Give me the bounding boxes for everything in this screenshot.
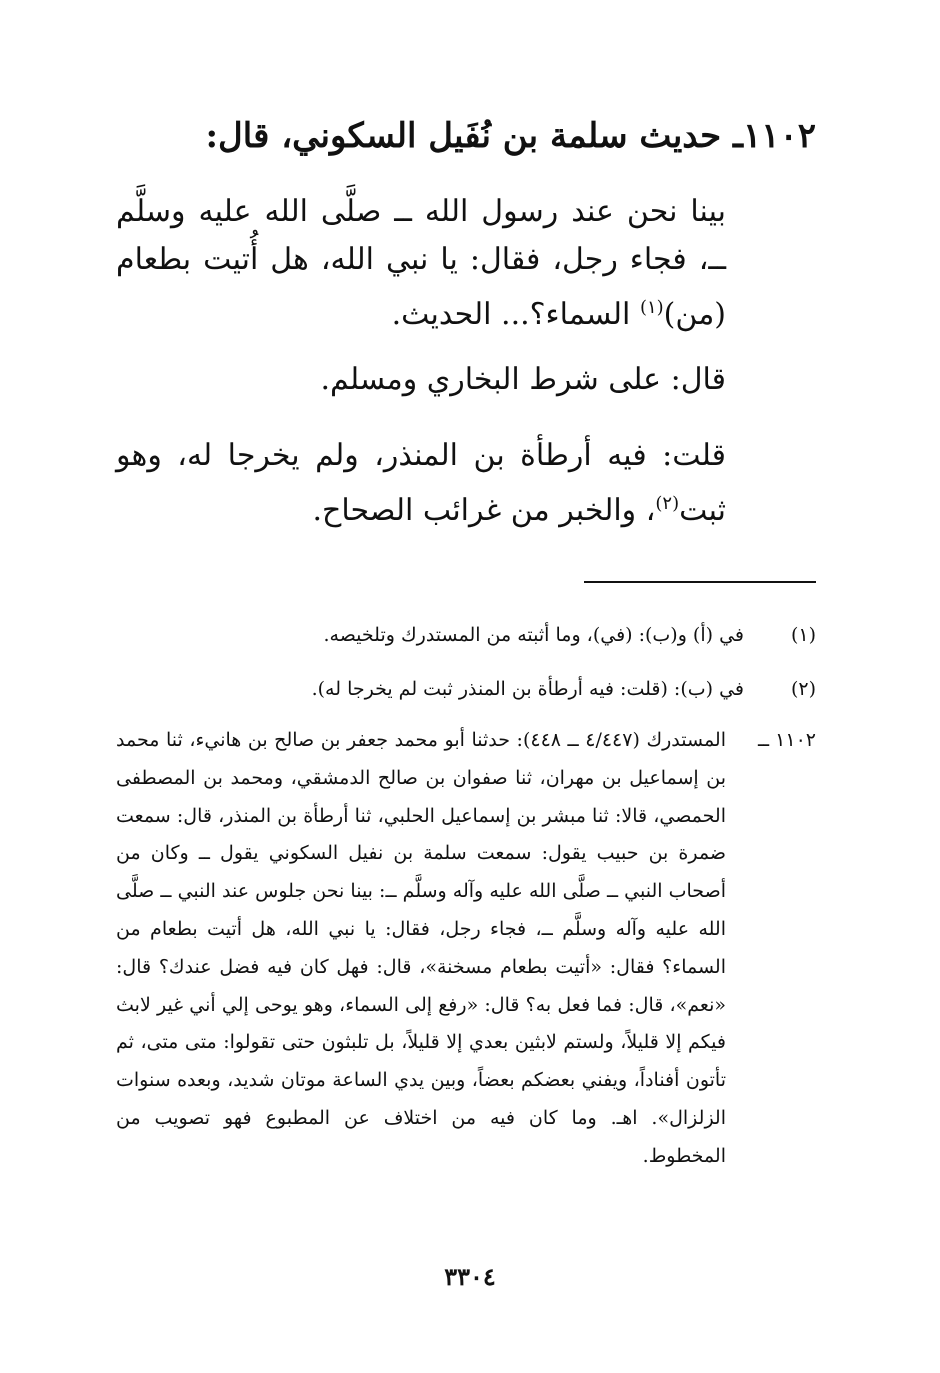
footnote-1 bbox=[116, 621, 816, 649]
page-number: ٣٣٠٤ bbox=[444, 1262, 496, 1291]
footnote-text: في (أ) و(ب): (في)، وما أثبته من المستدرك وتلخيصه. bbox=[323, 624, 744, 646]
paragraph-text-continued: السماء؟... الحديث. bbox=[391, 297, 640, 332]
footnote-number: (٢) bbox=[790, 678, 816, 700]
footnote-text: في (ب): (قلت: فيه أرطأة بن المنذر ثبت لم يخرجا له). bbox=[311, 678, 744, 700]
paragraph-text: قلت: فيه أرطأة بن المنذر، ولم يخرجا له، وهو ثبت bbox=[116, 438, 726, 528]
footnote-number: (١) bbox=[790, 624, 816, 646]
paragraph-text: بينا نحن عند رسول الله ــ صلَّى الله عليه وسلَّم ــ، فجاء رجل، فقال: يا نبي الله، هل أُتيت بطعام (من) bbox=[116, 194, 726, 332]
paragraph-text-continued: ، والخبر من غرائب الصحاح. bbox=[312, 493, 656, 528]
hadith-text-paragraph bbox=[116, 188, 726, 339]
comment-paragraph bbox=[116, 432, 726, 535]
grading-paragraph bbox=[116, 356, 726, 404]
source-note-number: ١١٠٢ ــ bbox=[757, 729, 816, 751]
hadith-number: ١١٠٢ bbox=[742, 116, 816, 156]
hadith-heading bbox=[116, 110, 816, 162]
footnote-2 bbox=[116, 675, 816, 703]
footnote-divider bbox=[584, 581, 816, 583]
hadith-title: ـ حديث سلمة بن نُفَيل السكوني، قال: bbox=[205, 116, 743, 156]
source-note-text: المستدرك (٤/٤٤٧ ــ ٤٤٨): حدثنا أبو محمد جعفر بن صالح بن هانيء، ثنا محمد بن إسماعيل بن مهران، ثنا صفوان بن صالح الدمشقي، ومحمد بن المصطفى الحمصي، قالا: ثنا مبشر بن إسماعيل الحلبي، ثنا أرطأة بن المنذر، قال: سمعت ضمرة بن حبيب يقول: سمعت سلمة بن نفيل السكوني يقول ــ وكان من أصحاب النبي ــ صلَّى الله عليه وآله وسلَّم ــ: بينا نحن جلوس عند النبي ــ صلَّى الله عليه وآله وسلَّم ــ، فجاء رجل، فقال: يا نبي الله، هل أتيت بطعام من السماء؟ فقال: «أتيت بطعام مسخنة»، قال: فهل كان فيه فضل عندك؟ قال: «نعم»، قال: فما فعل به؟ قال: «رفع إلى السماء، وهو يوحى إلي أني غير لابث فيكم إلا قليلاً، ولستم لابثين بعدي إلا قليلاً، بل تلبثون حتى تقولوا: متى متى، ثم تأتون أفناداً، ويفني بعضكم بعضاً، وبين يدي الساعة موتان شديد، وبعده سنوات الزلزال». اهـ. وما كان فيه من اختلاف عن المطبوع فهو تصويب من المخطوط. bbox=[116, 729, 726, 1167]
source-note bbox=[116, 722, 816, 1176]
footnote-ref-2: (٢) bbox=[655, 493, 680, 514]
paragraph-text: قال: على شرط البخاري ومسلم. bbox=[320, 362, 726, 397]
footnote-ref-1: (١) bbox=[639, 297, 664, 318]
